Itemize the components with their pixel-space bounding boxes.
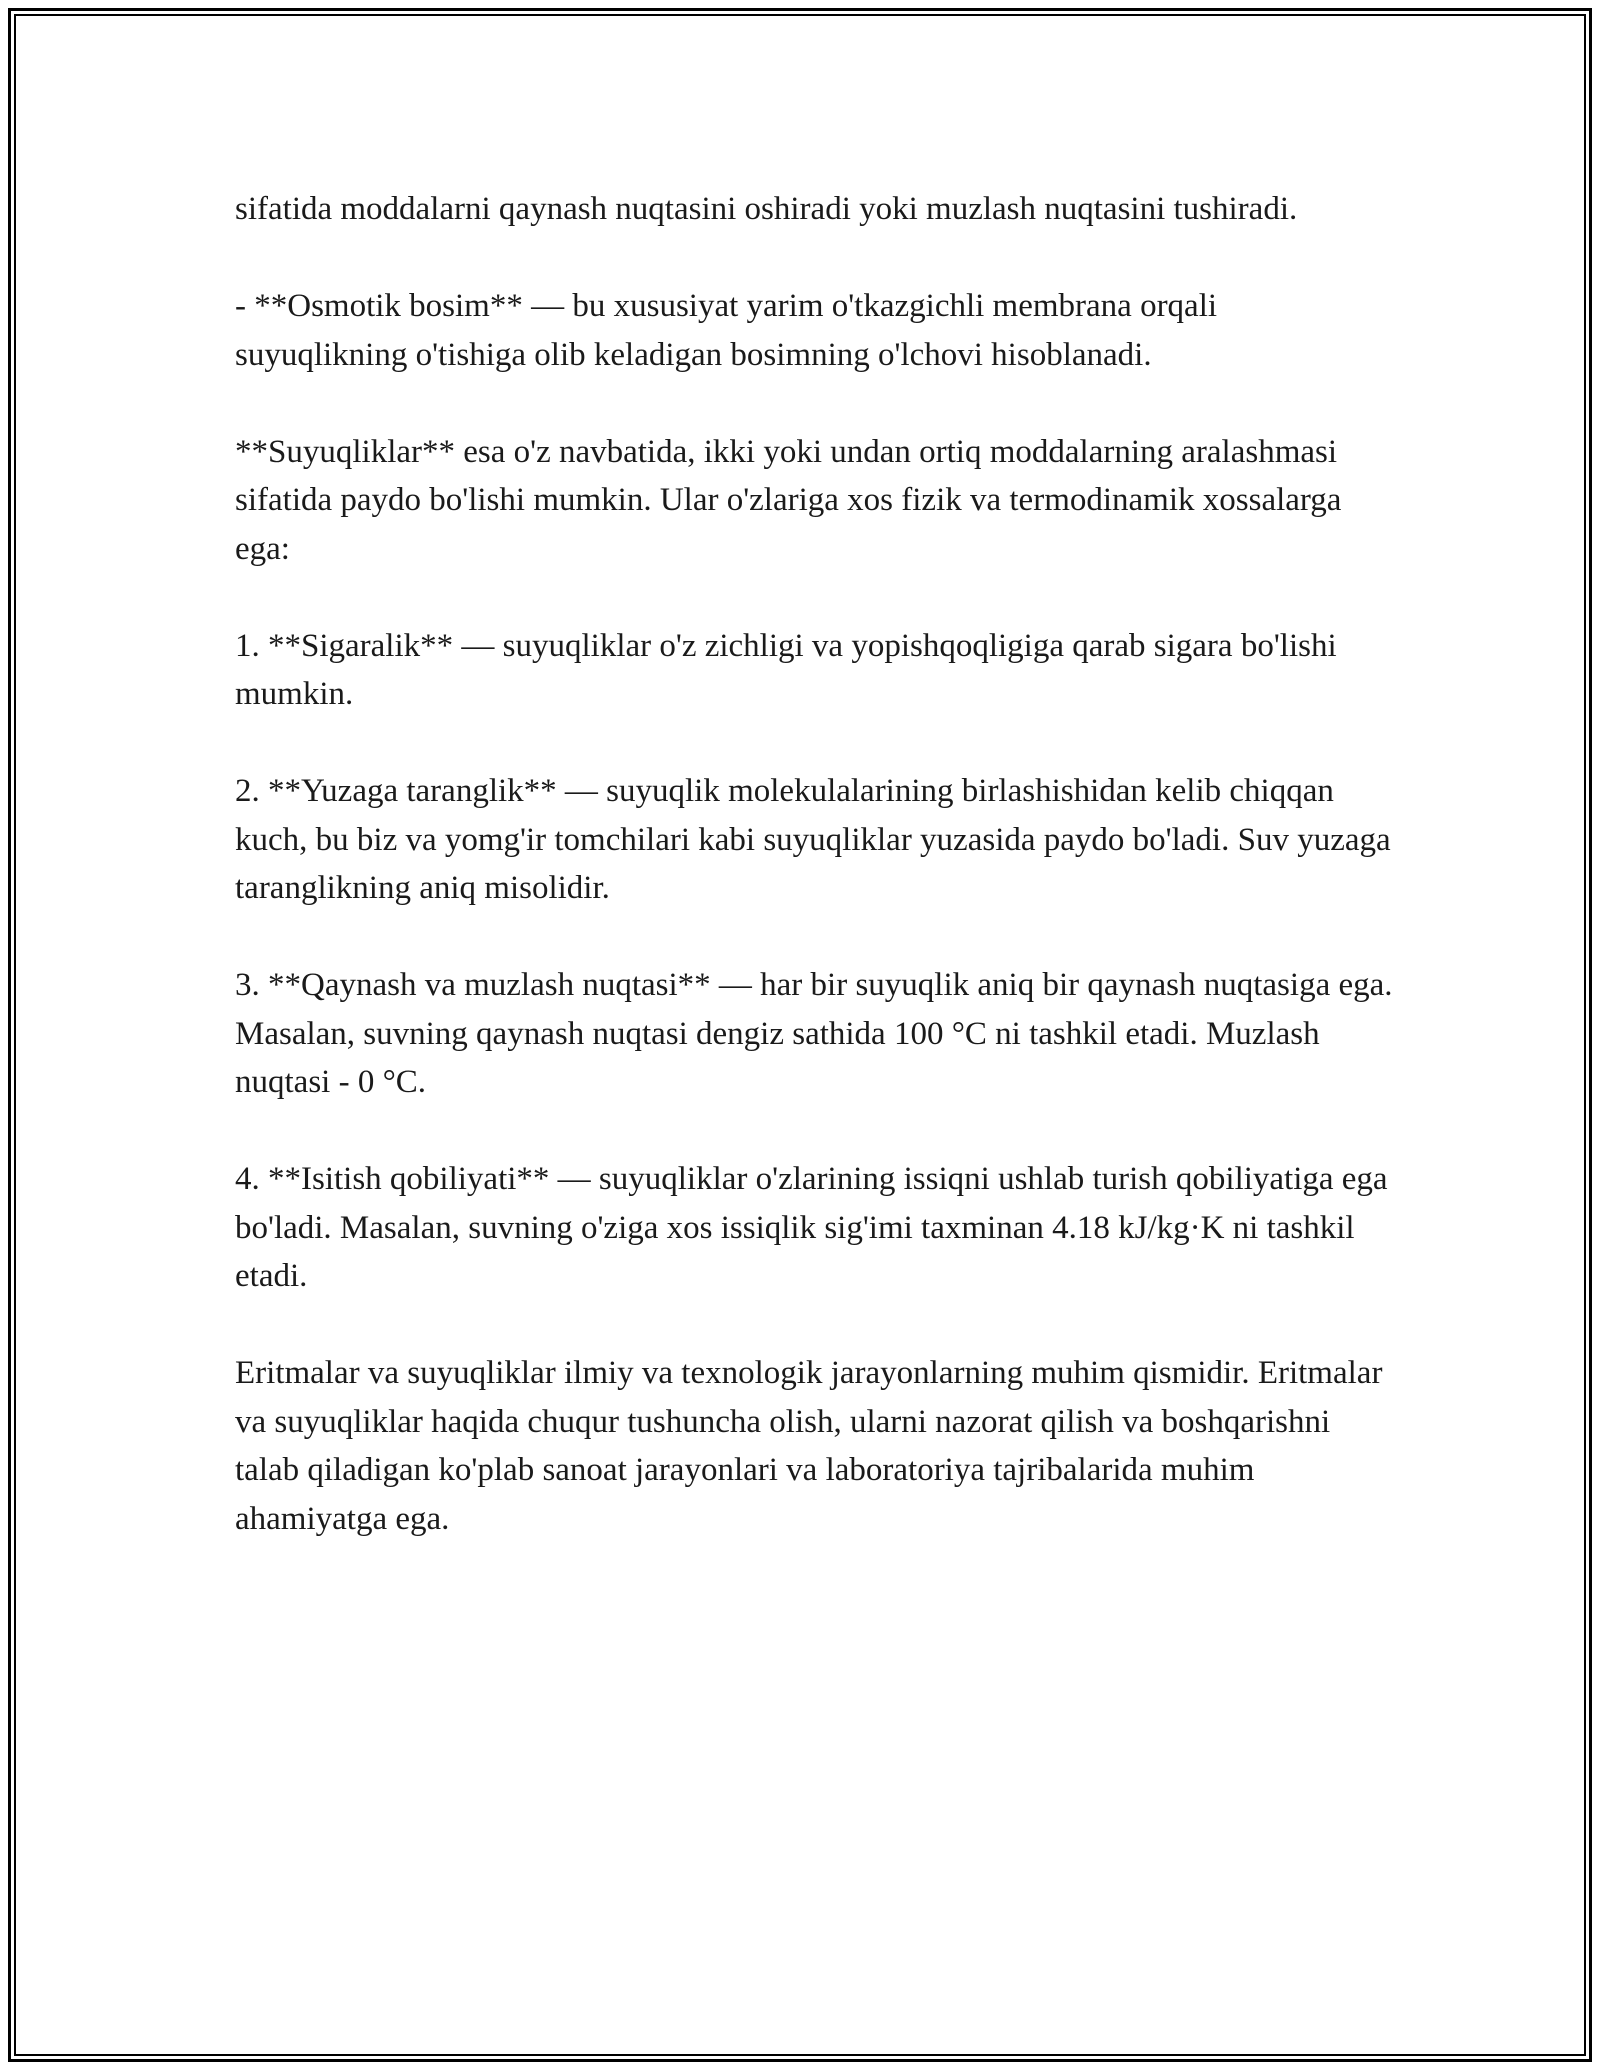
list-item-boiling-freezing-point: 3. **Qaynash va muzlash nuqtasi** — har bir suyuqlik aniq bir qaynash nuqtasiga ega. Masalan, suvning qaynash nuqtasi dengiz sathida 100 °C ni tashkil etadi. Muzlash nuqtasi - 0 °C. — [235, 967, 1393, 1100]
paragraph-osmotic-pressure: - **Osmotik bosim** — bu xususiyat yarim o'tkazgichli membrana orqali suyuqlikning o'tishiga olib keladigan bosimning o'lchovi hisoblanadi. — [235, 288, 1218, 373]
document-body — [235, 185, 1395, 1592]
paragraph-boiling-freezing-continuation: sifatida moddalarni qaynash nuqtasini oshiradi yoki muzlash nuqtasini tushiradi. — [235, 191, 1298, 227]
list-item-sigaralik: 1. **Sigaralik** — suyuqliklar o'z zichligi va yopishqoqligiga qarab sigara bo'lishi mumkin. — [235, 627, 1337, 712]
paragraph-conclusion: Eritmalar va suyuqliklar ilmiy va texnologik jarayonlarning muhim qismidir. Eritmalar va suyuqliklar haqida chuqur tushuncha olish, ularni nazorat qilish va boshqarishni talab qiladigan ko'plab sanoat jarayonlari va laboratoriya tajribalarida muhim ahamiyatga ega. — [235, 1355, 1383, 1537]
list-item-surface-tension: 2. **Yuzaga taranglik** — suyuqlik molekulalarining birlashishidan kelib chiqqan kuch, bu biz va yomg'ir tomchilari kabi suyuqliklar yuzasida paydo bo'ladi. Suv yuzaga taranglikning aniq misolidir. — [235, 773, 1391, 906]
list-item-heat-capacity: 4. **Isitish qobiliyati** — suyuqliklar o'zlarining issiqni ushlab turish qobiliyatiga ega bo'ladi. Masalan, suvning o'ziga xos issiqlik sig'imi taxminan 4.18 kJ/kg·K ni tashkil etadi. — [235, 1161, 1388, 1294]
paragraph-liquids-intro: **Suyuqliklar** esa o'z navbatida, ikki yoki undan ortiq moddalarning aralashmasi sifatida paydo bo'lishi mumkin. Ular o'zlariga xos fizik va termodinamik xossalarga ega: — [235, 433, 1342, 567]
